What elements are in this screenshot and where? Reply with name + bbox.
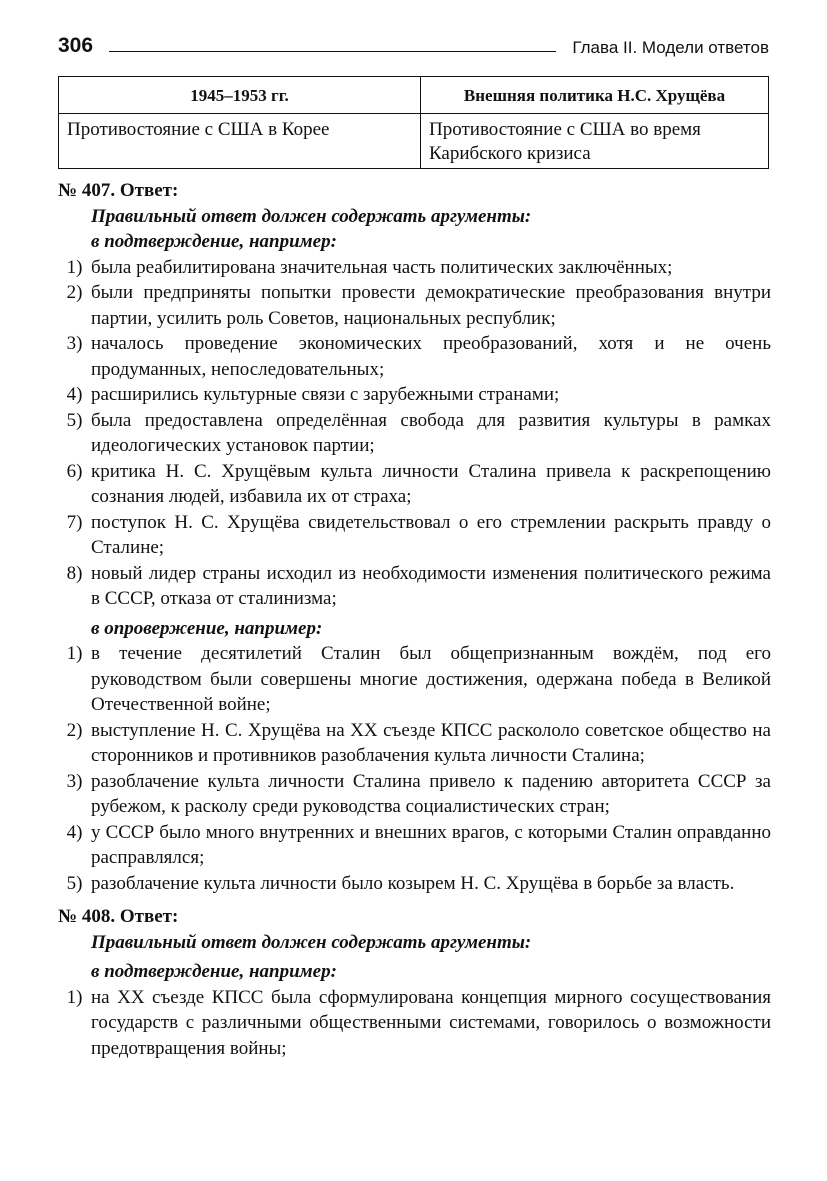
- list-item-text: новый лидер страны исходил из необходимости изменения политического режима в СССР, отказа от сталинизма;: [91, 562, 771, 609]
- confirm-label: в подтверждение, например:: [91, 961, 337, 982]
- list-item-text: у СССР было много внутренних и внешних врагов, с которыми Сталин оправданно расправлялся;: [91, 821, 771, 868]
- list-item-text: на XX съезде КПСС была сформулирована концепция мирного сосуществования государств с различными общественными системами, говорилось о возможности предотвращения войны;: [91, 986, 771, 1059]
- list-item: [58, 331, 771, 382]
- list-item-text: расширились культурные связи с зарубежными странами;: [91, 384, 560, 405]
- list-item-number: 6): [66, 460, 83, 482]
- confirm-list: [58, 985, 771, 1062]
- list-item-number: 7): [66, 511, 83, 533]
- list-item: [58, 255, 771, 281]
- list-item-number: 1): [66, 643, 83, 664]
- list-item: [58, 382, 771, 408]
- answer-number: № 407. Ответ:: [58, 180, 179, 201]
- table-header-cell: 1945–1953 гг.: [59, 77, 421, 114]
- answer-lead: Правильный ответ должен содержать аргументы:: [91, 205, 532, 227]
- list-item-text: выступление Н. С. Хрущёва на XX съезде КПСС раскололо советское общество на сторонников и противников разоблачения культа личности Сталина;: [91, 719, 771, 766]
- list-item-text: разоблачение культа личности Сталина привело к падению авторитета СССР за рубежом, к расколу среди руководства социалистических стран;: [91, 770, 771, 817]
- list-item-number: 5): [66, 409, 83, 431]
- confirm-list: [58, 255, 771, 612]
- answers-content: [58, 178, 771, 1061]
- list-item-number: 1): [66, 256, 83, 278]
- table-cell: Противостояние с США во время Карибского кризиса: [421, 114, 769, 169]
- list-item-number: 3): [66, 333, 83, 354]
- list-item: [58, 459, 771, 510]
- list-item-text: критика Н. С. Хрущёвым культа личности Сталина привела к раскрепощению сознания людей, избавила их от страха;: [91, 460, 771, 507]
- table-cell: Противостояние с США в Корее: [59, 114, 421, 169]
- list-item-number: 5): [66, 872, 83, 894]
- list-item-text: была предоставлена определённая свобода для развития культуры в рамках идеологических установок партии;: [91, 409, 771, 456]
- answer-number: № 408. Ответ:: [58, 906, 179, 927]
- list-item-number: 4): [66, 384, 83, 405]
- answer-408: [58, 904, 771, 1061]
- list-item-number: 1): [66, 986, 83, 1008]
- running-header: [58, 20, 769, 56]
- list-item-text: была реабилитирована значительная часть политических заключённых;: [91, 256, 673, 278]
- spacer: [58, 896, 771, 904]
- list-item: [58, 769, 771, 820]
- list-item-text: началось проведение экономических преобразований, хотя и не очень продуманных, непоследовательных;: [91, 333, 771, 380]
- list-item: [58, 510, 771, 561]
- table-header-row: [59, 77, 769, 114]
- list-item-number: 4): [66, 821, 83, 843]
- confirm-label: в подтверждение, например:: [91, 231, 337, 252]
- list-item-number: 2): [66, 719, 83, 741]
- list-item-number: 2): [66, 282, 83, 303]
- table-row: [59, 114, 769, 169]
- list-item-text: разоблачение культа личности было козырем Н. С. Хрущёва в борьбе за власть.: [91, 872, 735, 894]
- list-item: [58, 820, 771, 871]
- list-item: [58, 641, 771, 718]
- answer-407: [58, 178, 771, 896]
- header-rule: [109, 51, 556, 52]
- list-item: [58, 280, 771, 331]
- list-item-number: 3): [66, 770, 83, 792]
- chapter-title: Глава II. Модели ответов: [572, 38, 769, 57]
- list-item: [58, 985, 771, 1062]
- list-item-text: в течение десятилетий Сталин был общепризнанным вождём, под его руководством были совершены многие достижения, одержана победа в Великой Отечественной войне;: [91, 643, 771, 715]
- refute-list: [58, 641, 771, 896]
- answer-lead: Правильный ответ должен содержать аргументы:: [91, 931, 532, 953]
- list-item: [58, 718, 771, 769]
- list-item: [58, 871, 771, 897]
- refute-label: в опровержение, например:: [91, 617, 323, 639]
- list-item-text: поступок Н. С. Хрущёва свидетельствовал о его стремлении раскрыть правду о Сталине;: [91, 511, 771, 558]
- list-item: [58, 408, 771, 459]
- page-number: 306: [58, 34, 94, 57]
- table-header-cell: Внешняя политика Н.С. Хрущёва: [421, 77, 769, 114]
- list-item: [58, 561, 771, 612]
- list-item-text: были предприняты попытки провести демократические преобразования внутри партии, усилить роль Советов, национальных республик;: [91, 282, 771, 329]
- list-item-number: 8): [66, 562, 83, 584]
- comparison-table: [58, 76, 769, 169]
